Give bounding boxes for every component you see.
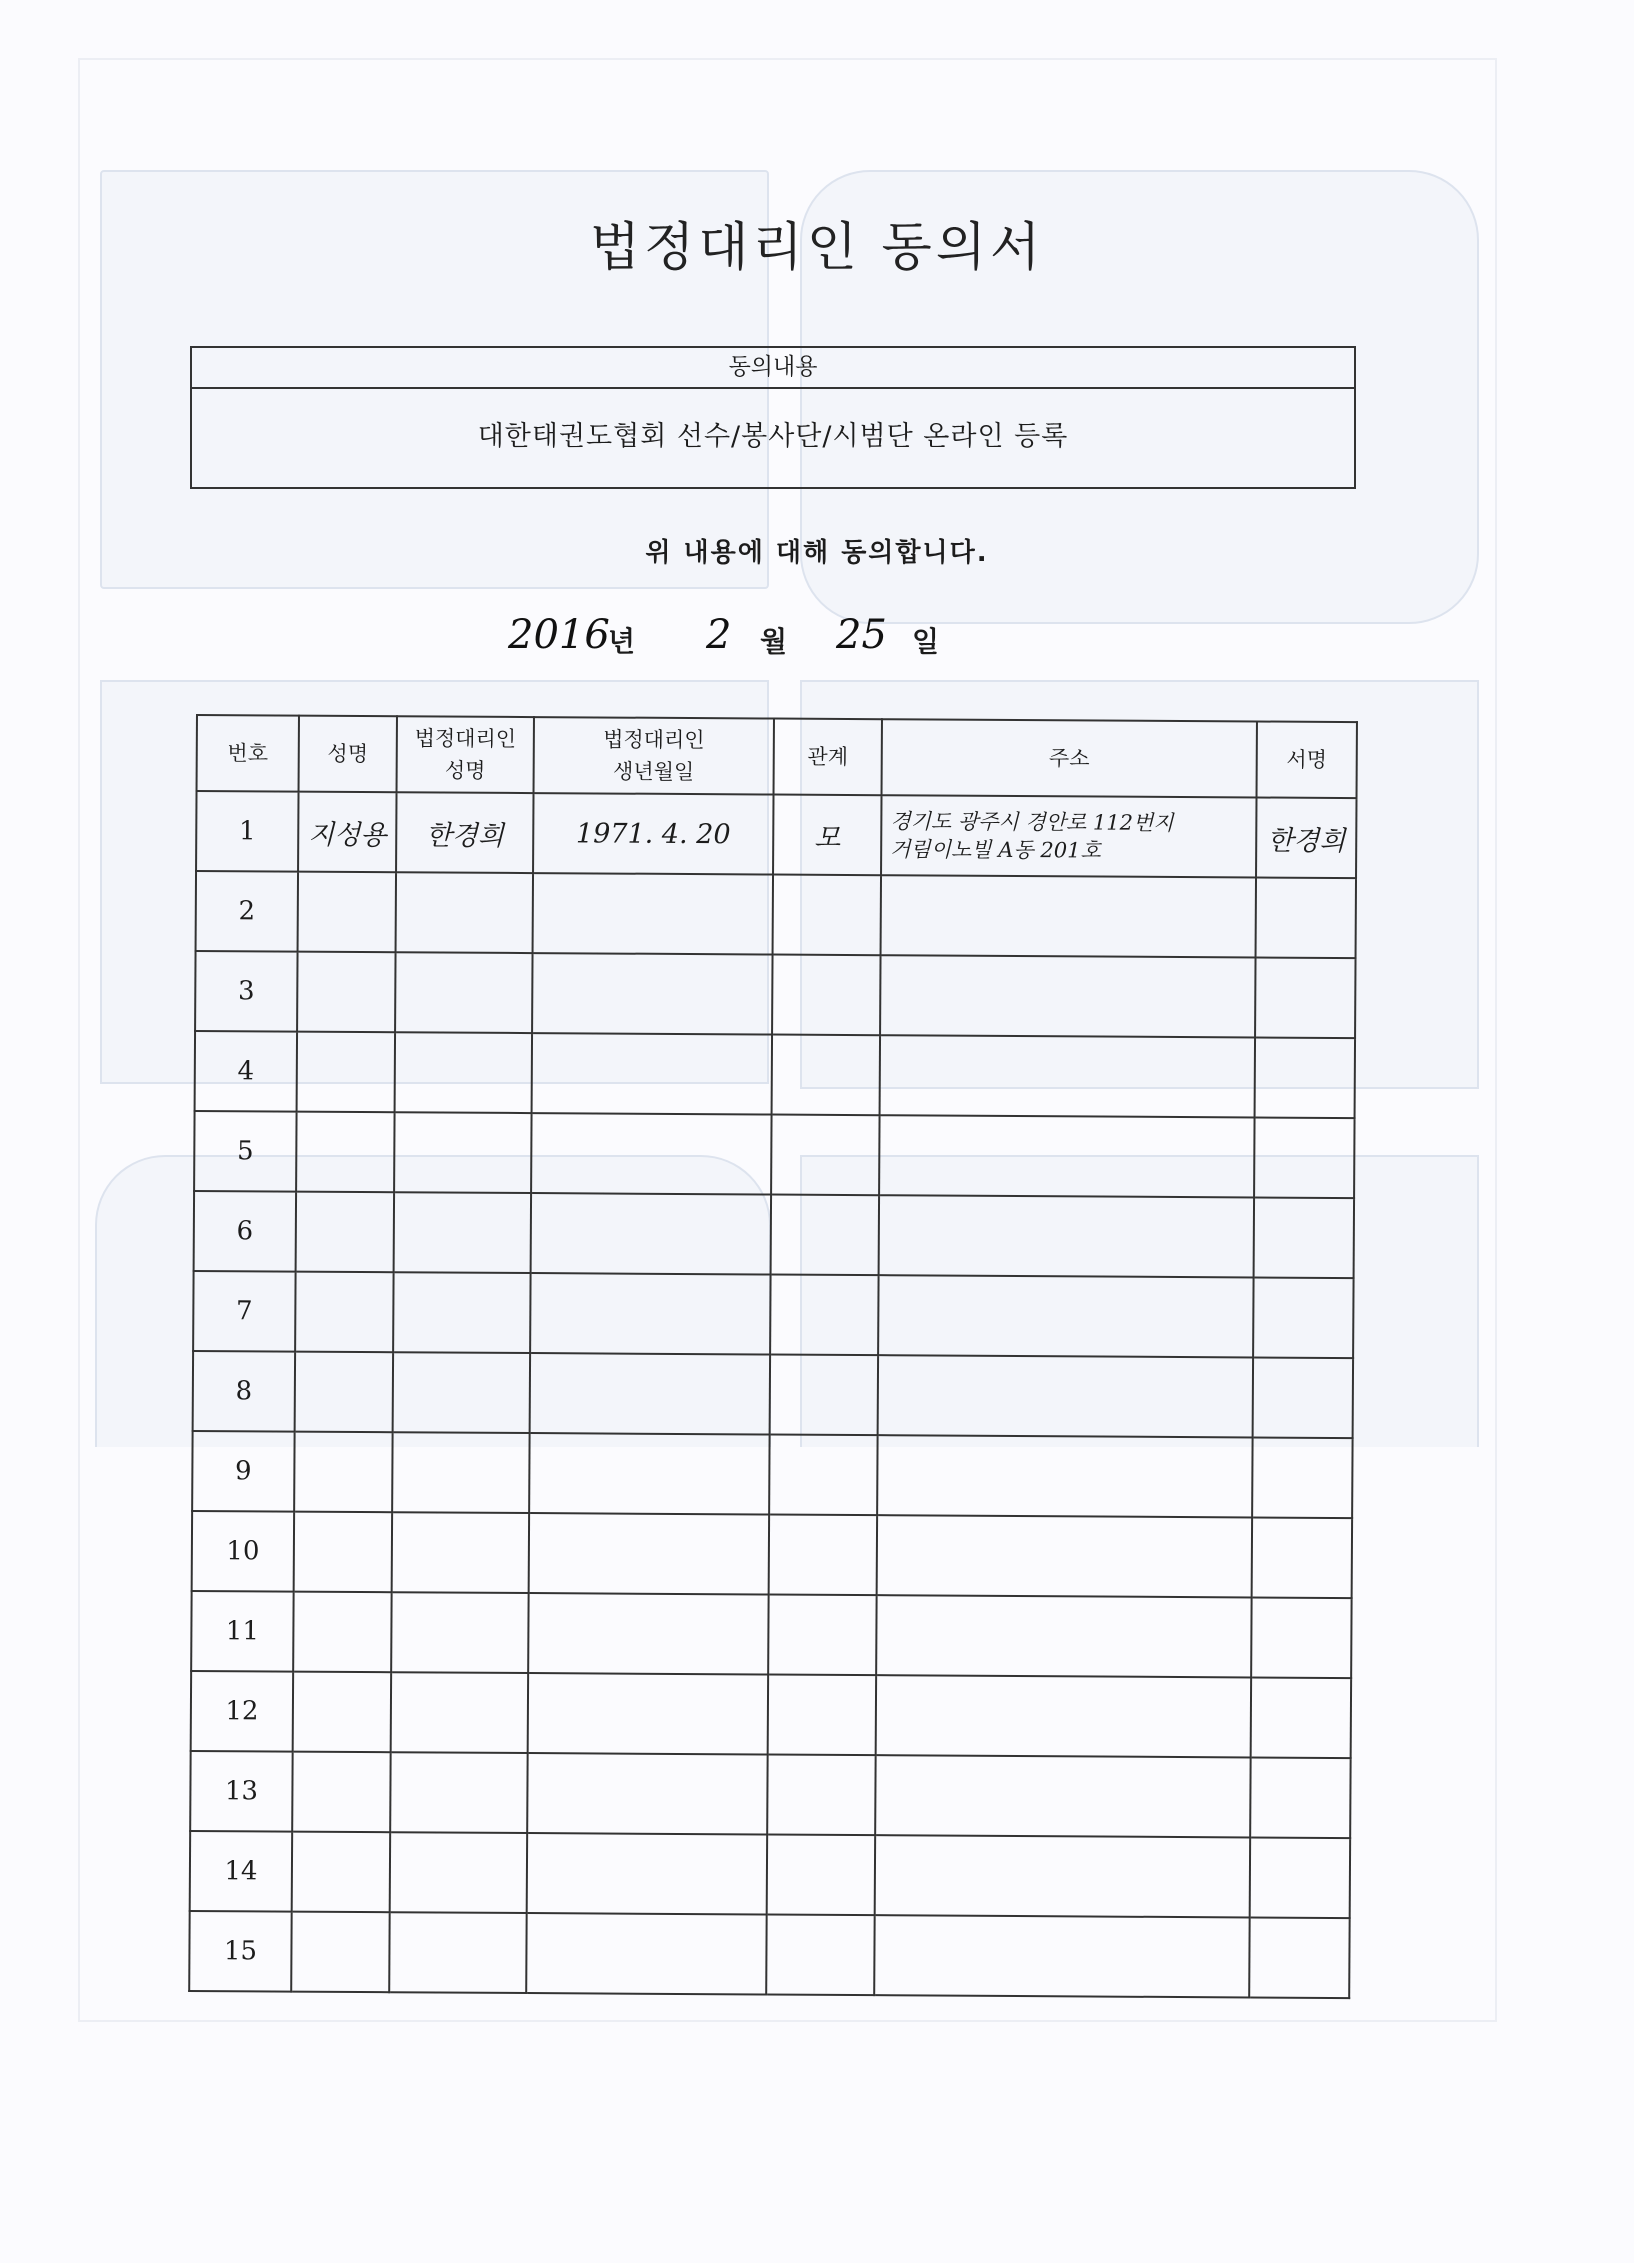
student-name-cell [297,1032,395,1113]
date-month: 2 [706,612,732,658]
row-number: 11 [191,1591,293,1672]
address-cell [878,1355,1253,1437]
signature-cell [1253,1357,1353,1438]
row-number: 1 [196,791,298,872]
student-name-cell: 지성용 [298,792,396,873]
signature-cell: 한경희 [1256,797,1356,878]
table-row [195,951,1355,1038]
address-line-2 [887,1395,1252,1397]
student-name-cell [293,1672,391,1753]
guardian-birth-cell [532,953,772,1034]
address-line-2 [884,1875,1249,1877]
guardian-birth-cell [533,873,773,954]
address-line-1 [883,1955,1248,1957]
signature-cell [1255,957,1355,1038]
address-cell [879,1195,1254,1277]
row-number: 13 [190,1751,292,1832]
table-row [190,1751,1350,1838]
address-line-2 [890,915,1255,917]
guardian-name-cell [389,1912,526,1993]
address-line-2 [888,1155,1253,1157]
relation-cell [769,1435,877,1516]
date-day: 25 [836,612,887,658]
guardian-birth-cell [532,1033,772,1114]
table-row [191,1591,1351,1678]
student-name-cell [292,1832,390,1913]
address-line-1 [889,1075,1254,1077]
row-number: 7 [193,1271,295,1352]
guardian-birth-cell [530,1273,770,1354]
address-line-1: 경기도 광주시 경안로 112번지 [890,809,1174,835]
table-row [193,1351,1353,1438]
row-number: 4 [195,1031,297,1112]
consent-header: 동의내용 [192,348,1354,389]
address-line-2 [884,1795,1249,1797]
guardian-birth-cell [529,1433,769,1514]
row-number: 2 [196,871,298,952]
row-number: 12 [191,1671,293,1752]
guardian-birth-cell [528,1673,768,1754]
address-cell [877,1435,1252,1517]
relation-cell [767,1835,875,1916]
student-name-cell [297,952,395,1033]
guardian-name-cell [390,1752,527,1833]
guardian-name-cell [393,1352,530,1433]
address-line-1 [889,995,1254,997]
header-relation: 관계 [774,719,882,796]
table-row [193,1271,1353,1358]
address-cell [879,1115,1254,1197]
address-line-1 [886,1475,1251,1477]
guardian-name-cell [391,1672,528,1753]
signature-cell [1250,1837,1350,1918]
guardian-name-cell [394,1112,531,1193]
relation-cell [766,1915,874,1996]
date-month-label: 월 [760,625,788,658]
signature-cell [1252,1517,1352,1598]
signature-cell [1251,1677,1351,1758]
row-number: 10 [192,1511,294,1592]
guardian-birth-cell [530,1353,770,1434]
address-line-2 [886,1555,1251,1557]
guardian-birth-cell [527,1753,767,1834]
address-line-1 [888,1235,1253,1237]
address-line-1 [890,915,1255,917]
guardian-name-cell [395,952,532,1033]
consent-box [190,346,1356,489]
relation-cell [767,1755,875,1836]
header-name: 성명 [299,716,397,793]
student-name-cell [296,1112,394,1193]
signature-cell [1251,1597,1351,1678]
address-cell [878,1275,1253,1357]
guardian-name-cell [394,1192,531,1273]
header-signature: 서명 [1257,721,1357,798]
guardian-table [188,714,1358,1999]
signature-cell [1250,1757,1350,1838]
address-cell [874,1915,1249,1997]
relation-cell: 모 [773,795,881,876]
address-line-1 [887,1315,1252,1317]
guardian-birth-cell: 1971. 4. 20 [533,793,773,874]
table-row [196,871,1356,958]
address-line-2 [889,995,1254,997]
table-row [191,1671,1351,1758]
address-cell [875,1835,1250,1917]
table-row [192,1511,1352,1598]
document-title: 법정대리인 동의서 [589,218,1045,278]
header-address: 주소 [882,719,1257,797]
row-number: 5 [194,1111,296,1192]
address-line-2 [889,1075,1254,1077]
address-cell [877,1515,1252,1597]
relation-cell [770,1275,878,1356]
table-row [196,791,1356,878]
student-name-cell [296,1192,394,1273]
table-header-row [197,715,1357,798]
date-year: 2016 [508,612,610,658]
address-line-1 [887,1395,1252,1397]
signature-cell [1252,1437,1352,1518]
agree-statement: 위 내용에 대해 동의합니다. [645,538,989,568]
guardian-birth-cell [528,1593,768,1674]
row-number: 8 [193,1351,295,1432]
date-year-label: 년 [608,625,636,658]
address-line-1 [884,1795,1249,1797]
guardian-birth-cell [531,1113,771,1194]
address-line-1 [885,1635,1250,1637]
student-name-cell [294,1512,392,1593]
guardian-name-cell [392,1512,529,1593]
address-cell [876,1595,1251,1677]
guardian-name-cell [390,1832,527,1913]
signature-cell [1254,1117,1354,1198]
consent-body: 대한태권도협회 선수/봉사단/시범단 온라인 등록 [477,421,1069,452]
relation-cell [769,1515,877,1596]
table-row [194,1191,1354,1278]
date-day-label: 일 [912,625,940,658]
table-row [194,1111,1354,1198]
guardian-name-cell [392,1432,529,1513]
signature-cell [1256,877,1356,958]
table-row [195,1031,1355,1118]
guardian-name-cell: 한경희 [396,792,533,873]
row-number: 9 [192,1431,294,1512]
guardian-birth-cell [526,1913,766,1994]
student-name-cell [293,1592,391,1673]
guardian-name-cell [396,872,533,953]
date-row [0,612,1634,672]
address-line-2: 거림이노빌 A동 201호 [890,837,1101,863]
header-no: 번호 [197,715,299,792]
row-number: 3 [195,951,297,1032]
row-number: 15 [189,1911,291,1992]
signature-cell [1254,1197,1354,1278]
student-name-cell [291,1912,389,1993]
relation-cell [772,955,880,1036]
student-name-cell [292,1752,390,1833]
address-line-2 [886,1475,1251,1477]
address-cell [880,1035,1255,1117]
signature-cell [1253,1277,1353,1358]
table-row [192,1431,1352,1518]
address-line-2 [883,1955,1248,1957]
student-name-cell [294,1432,392,1513]
relation-cell [772,1035,880,1116]
relation-cell [773,875,881,956]
address-line-2 [885,1635,1250,1637]
student-name-cell [295,1352,393,1433]
address-line-2 [888,1235,1253,1237]
guardian-name-cell [395,1032,532,1113]
signature-cell [1255,1037,1355,1118]
address-line-2 [887,1315,1252,1317]
signature-cell [1249,1917,1349,1998]
address-cell [876,1675,1251,1757]
guardian-birth-cell [529,1513,769,1594]
header-guardian-name: 법정대리인 성명 [397,716,534,793]
table-row [190,1831,1350,1918]
relation-cell [768,1595,876,1676]
student-name-cell [298,872,396,953]
address-line-1 [886,1555,1251,1557]
guardian-birth-cell [527,1833,767,1914]
address-line-1 [888,1155,1253,1157]
table-row [189,1911,1349,1998]
header-guardian-birth: 법정대리인 생년월일 [534,717,774,794]
student-name-cell [295,1272,393,1353]
address-line-1 [885,1715,1250,1717]
guardian-name-cell [393,1272,530,1353]
address-line-1 [884,1875,1249,1877]
address-cell [880,955,1255,1037]
relation-cell [771,1115,879,1196]
relation-cell [770,1355,878,1436]
row-number: 6 [194,1191,296,1272]
address-cell [881,875,1256,957]
address-cell [875,1755,1250,1837]
guardian-name-cell [391,1592,528,1673]
address-cell [881,795,1256,877]
relation-cell [771,1195,879,1276]
address-line-2 [885,1715,1250,1717]
row-number: 14 [190,1831,292,1912]
guardian-birth-cell [531,1193,771,1274]
relation-cell [768,1675,876,1756]
